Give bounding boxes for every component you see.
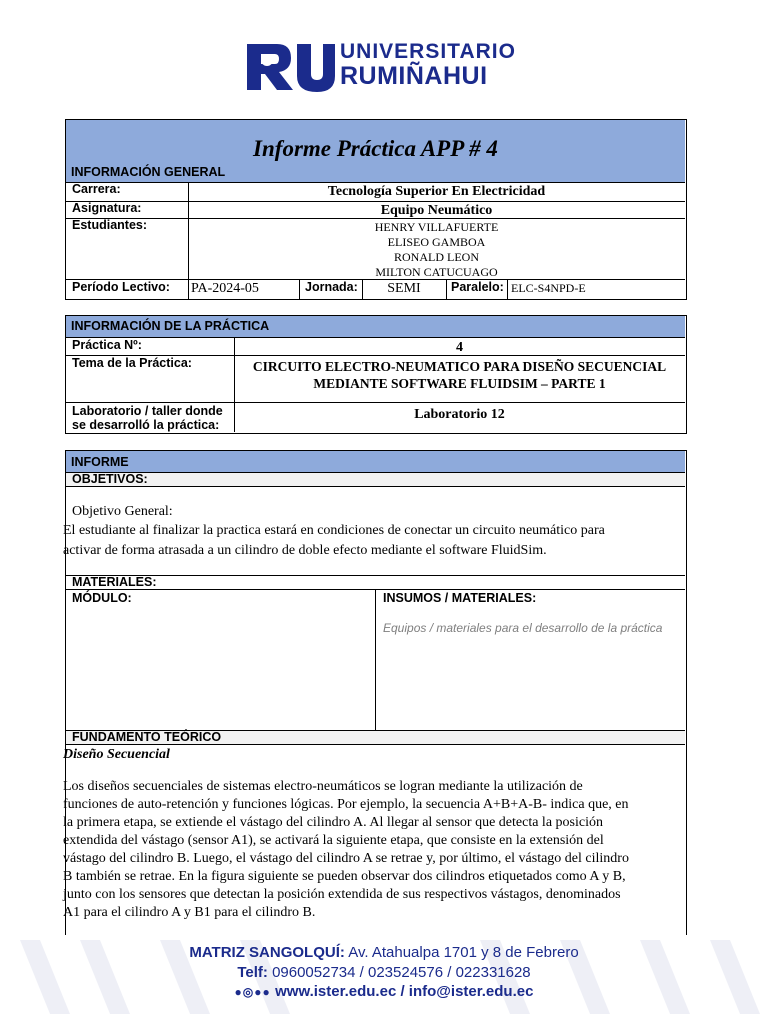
objetivos-header: OBJETIVOS: — [66, 472, 685, 487]
fundamento-line: junto con los sensores que detectan la posición extendida de sus respectivos vástagos, denominados — [63, 887, 621, 902]
objetivo-line: El estudiante al finalizar la practica estará en condiciones de conectar un circuito neumático para — [63, 523, 605, 538]
student-name: ELISEO GAMBOA — [387, 235, 486, 249]
facebook-icon[interactable]: ● — [234, 985, 243, 999]
fundamento-text — [63, 778, 685, 922]
jornada-value: SEMI — [387, 281, 421, 296]
practice-info-header: INFORMACIÓN DE LA PRÁCTICA — [71, 319, 270, 333]
lab-label-line: se desarrolló la práctica: — [72, 418, 220, 432]
instagram-icon[interactable]: ◎ — [242, 985, 255, 999]
footer-matriz-label: MATRIZ SANGOLQUÍ: — [189, 944, 345, 961]
report-title: Informe Práctica APP # 4 — [253, 136, 498, 161]
fundamento-line: B también se retrae. En la figura siguiente se pueden observar dos cilindros etiquetados como A y B, — [63, 869, 626, 884]
tema-value — [234, 358, 685, 392]
modulo-label: MÓDULO: — [72, 591, 132, 605]
asignatura-label: Asignatura: — [72, 201, 142, 215]
materiales-header: MATERIALES: — [66, 575, 685, 590]
footer-telf: 0960052734 / 023524576 / 022331628 — [272, 964, 531, 981]
fundamento-line: Los diseños secuenciales de sistemas electro-neumáticos se logran mediante la utilización de — [63, 779, 583, 794]
fundamento-header: FUNDAMENTO TEÓRICO — [66, 730, 685, 745]
tiktok-icon[interactable]: ● — [262, 985, 271, 999]
university-logo — [243, 38, 523, 94]
general-info-header: INFORMACIÓN GENERAL — [71, 165, 226, 179]
footer-web — [0, 983, 768, 1000]
footer-matriz-address: Av. Atahualpa 1701 y 8 de Febrero — [348, 944, 579, 961]
footer-web-link[interactable]: www.ister.edu.ec / info@ister.edu.ec — [275, 983, 534, 1000]
fundamento-line: A1 para el cilindro A y B1 para el cilindro B. — [63, 905, 316, 920]
logo-line1: UNIVERSITARIO — [340, 40, 516, 63]
asignatura-value: Equipo Neumático — [380, 203, 493, 218]
objetivo-general-label: Objetivo General: — [72, 504, 173, 519]
insumos-placeholder: Equipos / materiales para el desarrollo de la práctica — [383, 621, 663, 635]
youtube-icon[interactable]: ● — [254, 985, 263, 999]
fundamento-line: extendida del vástago (sensor A1), se activará la siguiente etapa, que consiste en la extensión del — [63, 833, 604, 848]
objetivo-text — [63, 521, 683, 561]
fundamento-line: funciones de auto-retención y funciones lógicas. Por ejemplo, la secuencia A+B+A-B- indica que, en — [63, 797, 629, 812]
carrera-value: Tecnología Superior En Electricidad — [327, 184, 546, 199]
paralelo-label: Paralelo: — [451, 280, 504, 294]
footer-telf-label: Telf: — [237, 964, 268, 981]
fundamento-subtitle: Diseño Secuencial — [63, 747, 170, 762]
fundamento-line: la primera etapa, se extiende el vástago del cilindro A. Al llegar al sensor que detecta la posición — [63, 815, 603, 830]
logo-mark-icon — [243, 38, 335, 94]
periodo-label: Período Lectivo: — [72, 280, 170, 294]
informe-header-band — [66, 451, 685, 472]
footer-phone — [0, 964, 768, 981]
informe-header: INFORME — [71, 455, 129, 469]
numero-label: Práctica Nº: — [72, 338, 142, 352]
social-icons — [235, 985, 276, 999]
tema-line: MEDIANTE SOFTWARE FLUIDSIM – PARTE 1 — [313, 376, 606, 391]
general-info-table — [65, 119, 687, 300]
lab-label-line: Laboratorio / taller donde — [72, 404, 223, 418]
estudiantes-label: Estudiantes: — [72, 218, 148, 232]
lab-label — [72, 404, 223, 432]
paralelo-value: ELC-S4NPD-E — [511, 281, 586, 295]
tema-label: Tema de la Práctica: — [72, 356, 192, 370]
informe-section — [65, 450, 687, 935]
carrera-label: Carrera: — [72, 182, 121, 196]
lab-value: Laboratorio 12 — [414, 407, 505, 422]
periodo-value: PA-2024-05 — [191, 281, 259, 296]
tema-line: CIRCUITO ELECTRO-NEUMATICO PARA DISEÑO SECUENCIAL — [252, 359, 667, 374]
fundamento-line: vástago del cilindro B. Luego, el vástago del cilindro A se retrae y, por último, el vástago del cilindro — [63, 851, 629, 866]
student-name: MILTON CATUCUAGO — [375, 265, 498, 279]
numero-value: 4 — [456, 340, 463, 355]
insumos-label: INSUMOS / MATERIALES: — [383, 591, 537, 605]
student-name: RONALD LEON — [394, 250, 479, 264]
practice-info-table — [65, 315, 687, 434]
estudiantes-list — [188, 220, 685, 280]
logo-line2: RUMIÑAHUI — [340, 62, 488, 90]
objetivo-line: activar de forma atrasada a un cilindro de doble efecto mediante el software FluidSim. — [63, 543, 547, 558]
footer-address — [0, 944, 768, 961]
student-name: HENRY VILLAFUERTE — [374, 220, 499, 234]
jornada-label: Jornada: — [305, 280, 358, 294]
